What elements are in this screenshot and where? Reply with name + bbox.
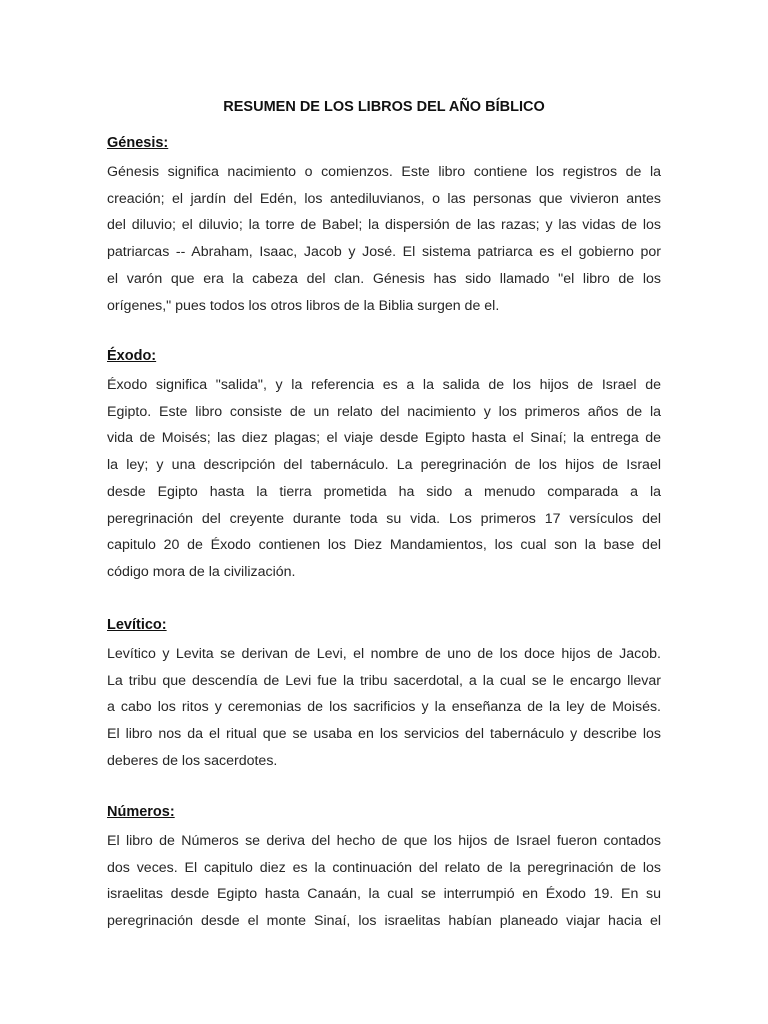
section-body [107, 159, 661, 319]
text-line: patriarcas -- Abraham, Isaac, Jacob y José. El sistema patriarca es el gobierno por [107, 244, 661, 261]
text-line: Egipto. Este libro consiste de un relato del nacimiento y los primeros años de la [107, 403, 661, 420]
document-title: RESUMEN DE LOS LIBROS DEL AÑO BÍBLICO [223, 99, 545, 115]
text-line: desde Egipto hasta la tierra prometida ha sido a menudo comparada a la [107, 483, 661, 500]
text-line: Génesis significa nacimiento o comienzos. Este libro contiene los registros de la [107, 164, 661, 180]
text-line: orígenes," pues todos los otros libros de la Biblia surgen de el. [107, 297, 500, 314]
section-body [107, 828, 661, 935]
text-line: peregrinación desde el monte Sinaí, los israelitas habían planeado viajar hacia el [107, 913, 661, 930]
section-genesis [107, 133, 661, 319]
section-numeros [107, 802, 661, 935]
section-body [107, 372, 661, 586]
text-line: La tribu que descendía de Levi fue la tribu sacerdotal, a la cual se le encargo llevar [107, 672, 661, 689]
section-levitico [107, 615, 661, 775]
text-line: deberes de los sacerdotes. [107, 752, 278, 769]
text-line: capitulo 20 de Éxodo contienen los Diez Mandamientos, los cual son la base del [107, 537, 661, 554]
section-exodo [107, 346, 661, 586]
text-line: peregrinación del creyente durante toda su vida. Los primeros 17 versículos del [107, 510, 661, 527]
text-line: El libro de Números se deriva del hecho de que los hijos de Israel fueron contados [107, 833, 661, 849]
text-line: del diluvio; el diluvio; la torre de Babel; la dispersión de las razas; y las vidas de los [107, 217, 661, 234]
text-line: Éxodo significa "salida", y la referencia es a la salida de los hijos de Israel de [107, 377, 661, 393]
section-body [107, 641, 661, 775]
section-heading: Levítico: [107, 617, 167, 633]
section-heading: Éxodo: [107, 348, 157, 364]
section-heading: Génesis: [107, 135, 169, 151]
section-heading: Números: [107, 804, 175, 820]
text-line: dos veces. El capitulo diez es la continuación del relato de la peregrinación de los [107, 859, 661, 876]
text-line: israelitas desde Egipto hasta Canaán, la cual se interrumpió en Éxodo 19. En su [107, 886, 661, 903]
text-line: Levítico y Levita se derivan de Levi, el nombre de uno de los doce hijos de Jacob. [107, 646, 661, 662]
text-line: a cabo los ritos y ceremonias de los sacrificios y la enseñanza de la ley de Moisés. [107, 699, 661, 716]
text-line: el varón que era la cabeza del clan. Génesis has sido llamado "el libro de los [107, 270, 661, 287]
text-line: código mora de la civilización. [107, 563, 296, 580]
text-line: creación; el jardín del Edén, los antediluvianos, o las personas que vivieron antes [107, 190, 661, 207]
text-line: la ley; y una descripción del tabernáculo. La peregrinación de los hijos de Israel [107, 457, 661, 474]
text-line: El libro nos da el ritual que se usaba en los servicios del tabernáculo y describe los [107, 726, 661, 743]
text-line: vida de Moisés; las diez plagas; el viaje desde Egipto hasta el Sinaí; la entrega de [107, 430, 661, 447]
